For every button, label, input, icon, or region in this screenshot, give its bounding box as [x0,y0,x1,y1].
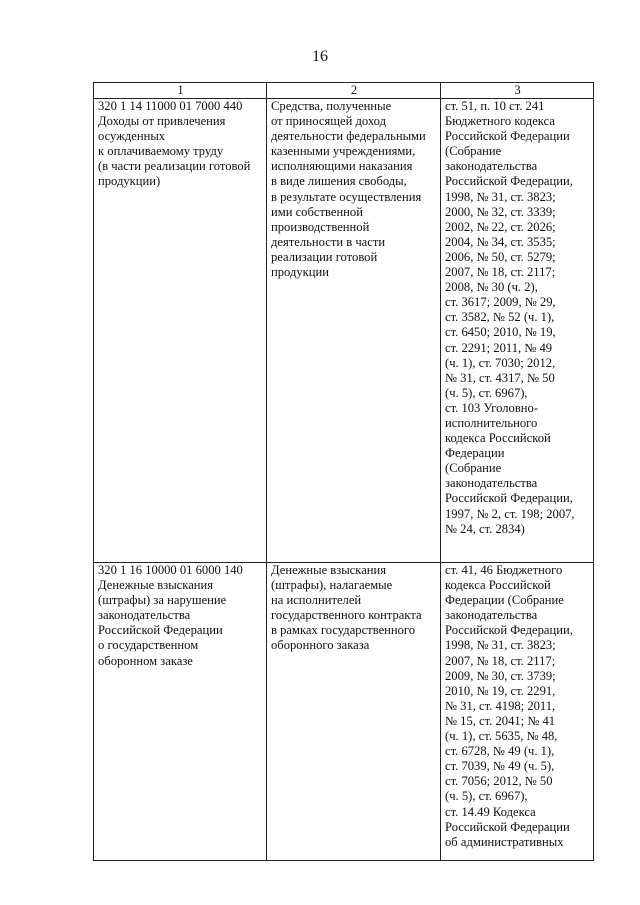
cell-text-line: кодекса Российской [445,431,551,446]
cell-text-line: оборонного заказа [271,638,370,653]
cell-text-line: Денежные взыскания [98,578,214,593]
cell-text-line: № 31, ст. 4317, № 50 [445,370,555,385]
cell-text-line: ст. 6450; 2010, № 19, [445,325,556,340]
cell-text-line: Денежные взыскания [271,563,387,577]
column-header-3: 3 [441,83,594,99]
cell-text-line: 2004, № 34, ст. 3535; [445,234,556,249]
cell-text-line: ст. 41, 46 Бюджетного [445,563,563,577]
cell-text-line: ст. 51, п. 10 ст. 241 [445,99,545,113]
cell-text-line: ими собственной [271,204,363,219]
cell-text-line: Доходы от привлечения [98,114,226,129]
cell-text-line: (ч. 5), ст. 6967), [445,385,528,400]
cell-text-line: 2007, № 18, ст. 2117; [445,265,556,280]
income-description-cell [267,99,441,563]
cell-text-line: 1998, № 31, ст. 3823; [445,638,556,653]
cell-text-line: законодательства [445,608,538,623]
cell-text-line: Средства, полученные [271,99,392,113]
cell-text-line: в виде лишения свободы, [271,174,407,189]
cell-text-line: 2006, № 50, ст. 5279; [445,249,556,264]
cell-text-line: кодекса Российской [445,578,551,593]
cell-text-line: (Собрание [445,461,502,476]
legal-basis-cell [441,563,594,861]
cell-text-line: (ч. 5), ст. 6967), [445,789,528,804]
cell-text-line: казенными учреждениями, [271,144,416,159]
page-number: 16 [312,48,328,65]
cell-text-line: исполнительного [445,415,538,430]
cell-text-line: в рамках государственного [271,623,416,638]
cell-text-line: законодательства [98,608,191,623]
cell-text-line: государственного контракта [271,608,422,623]
cell-text-line: № 15, ст. 2041; № 41 [445,713,556,728]
cell-text-line: (ч. 1), ст. 7030; 2012, [445,355,556,370]
cell-text-line: 1998, № 31, ст. 3823; [445,189,556,204]
cell-text-line: ст. 3617; 2009, № 29, [445,295,556,310]
cell-text-line: (ч. 1), ст. 5635, № 48, [445,729,558,744]
cell-text-line: законодательства [445,476,538,491]
table-row [94,563,594,861]
cell-text-line: производственной [271,219,370,234]
cell-text-line: Российской Федерации [98,623,223,638]
cell-text-line: оборонном заказе [98,653,193,668]
cell-text-line: 2008, № 30 (ч. 2), [445,280,538,295]
cell-text-line: ст. 14.49 Кодекса [445,804,536,819]
cell-text-line: законодательства [445,159,538,174]
cell-text-line: осужденных [98,129,166,144]
cell-text-line: Российской Федерации, [445,174,573,189]
cell-text-line: 320 1 14 11000 01 7000 440 [98,99,243,113]
cell-text-line: (штрафы) за нарушение [98,593,227,608]
cell-text-line: исполняющими наказания [271,159,413,174]
cell-text-line: деятельности федеральными [271,129,426,144]
cell-text-line: 2000, № 32, ст. 3339; [445,204,556,219]
cell-text-line: 2007, № 18, ст. 2117; [445,653,556,668]
cell-text-line: (в части реализации готовой [98,159,251,174]
cell-text-line: 2009, № 30, ст. 3739; [445,668,556,683]
cell-text-line: 2010, № 19, ст. 2291, [445,683,556,698]
income-code-cell [94,563,267,861]
cell-text-line: 320 1 16 10000 01 6000 140 [98,563,243,577]
cell-text-line: Федерации [445,446,505,461]
column-header-2: 2 [267,83,441,99]
cell-text-line: (Собрание [445,144,502,159]
table-row [94,99,594,563]
cell-text-line: продукции) [98,174,161,189]
cell-text-line: продукции [271,265,330,280]
cell-text-line: № 31, ст. 4198; 2011, [445,698,556,713]
cell-text-line: ст. 7039, № 49 (ч. 5), [445,759,555,774]
cell-text-line: (штрафы), налагаемые [271,578,393,593]
cell-text-line: 1997, № 2, ст. 198; 2007, [445,506,575,521]
cell-text-line: на исполнителей [271,593,362,608]
cell-text-line: Федерации (Собрание [445,593,564,608]
cell-text-line: 2002, № 22, ст. 2026; [445,219,556,234]
cell-text-line: Российской Федерации, [445,623,573,638]
income-description-cell [267,563,441,861]
income-code-cell [94,99,267,563]
cell-text-line: об административных [445,834,564,849]
cell-text-line: о государственном [98,638,199,653]
budget-income-table [93,82,594,861]
cell-text-line: Бюджетного кодекса [445,114,555,129]
cell-text-line: Российской Федерации [445,129,570,144]
cell-text-line: деятельности в части [271,234,386,249]
cell-text-line: в результате осуществления [271,189,422,204]
table-header-row [94,83,594,99]
cell-text-line: реализации готовой [271,249,378,264]
cell-text-line: Российской Федерации, [445,491,573,506]
cell-text-line: ст. 103 Уголовно- [445,400,539,415]
legal-basis-cell [441,99,594,563]
column-header-1: 1 [94,83,267,99]
cell-text-line: ст. 3582, № 52 (ч. 1), [445,310,555,325]
cell-text-line: от приносящей доход [271,114,387,129]
cell-text-line: ст. 6728, № 49 (ч. 1), [445,744,555,759]
cell-text-line: Российской Федерации [445,819,570,834]
cell-text-line: ст. 7056; 2012, № 50 [445,774,553,789]
cell-text-line: к оплачиваемому труду [98,144,224,159]
cell-text-line: ст. 2291; 2011, № 49 [445,340,553,355]
cell-text-line: № 24, ст. 2834) [445,521,525,536]
